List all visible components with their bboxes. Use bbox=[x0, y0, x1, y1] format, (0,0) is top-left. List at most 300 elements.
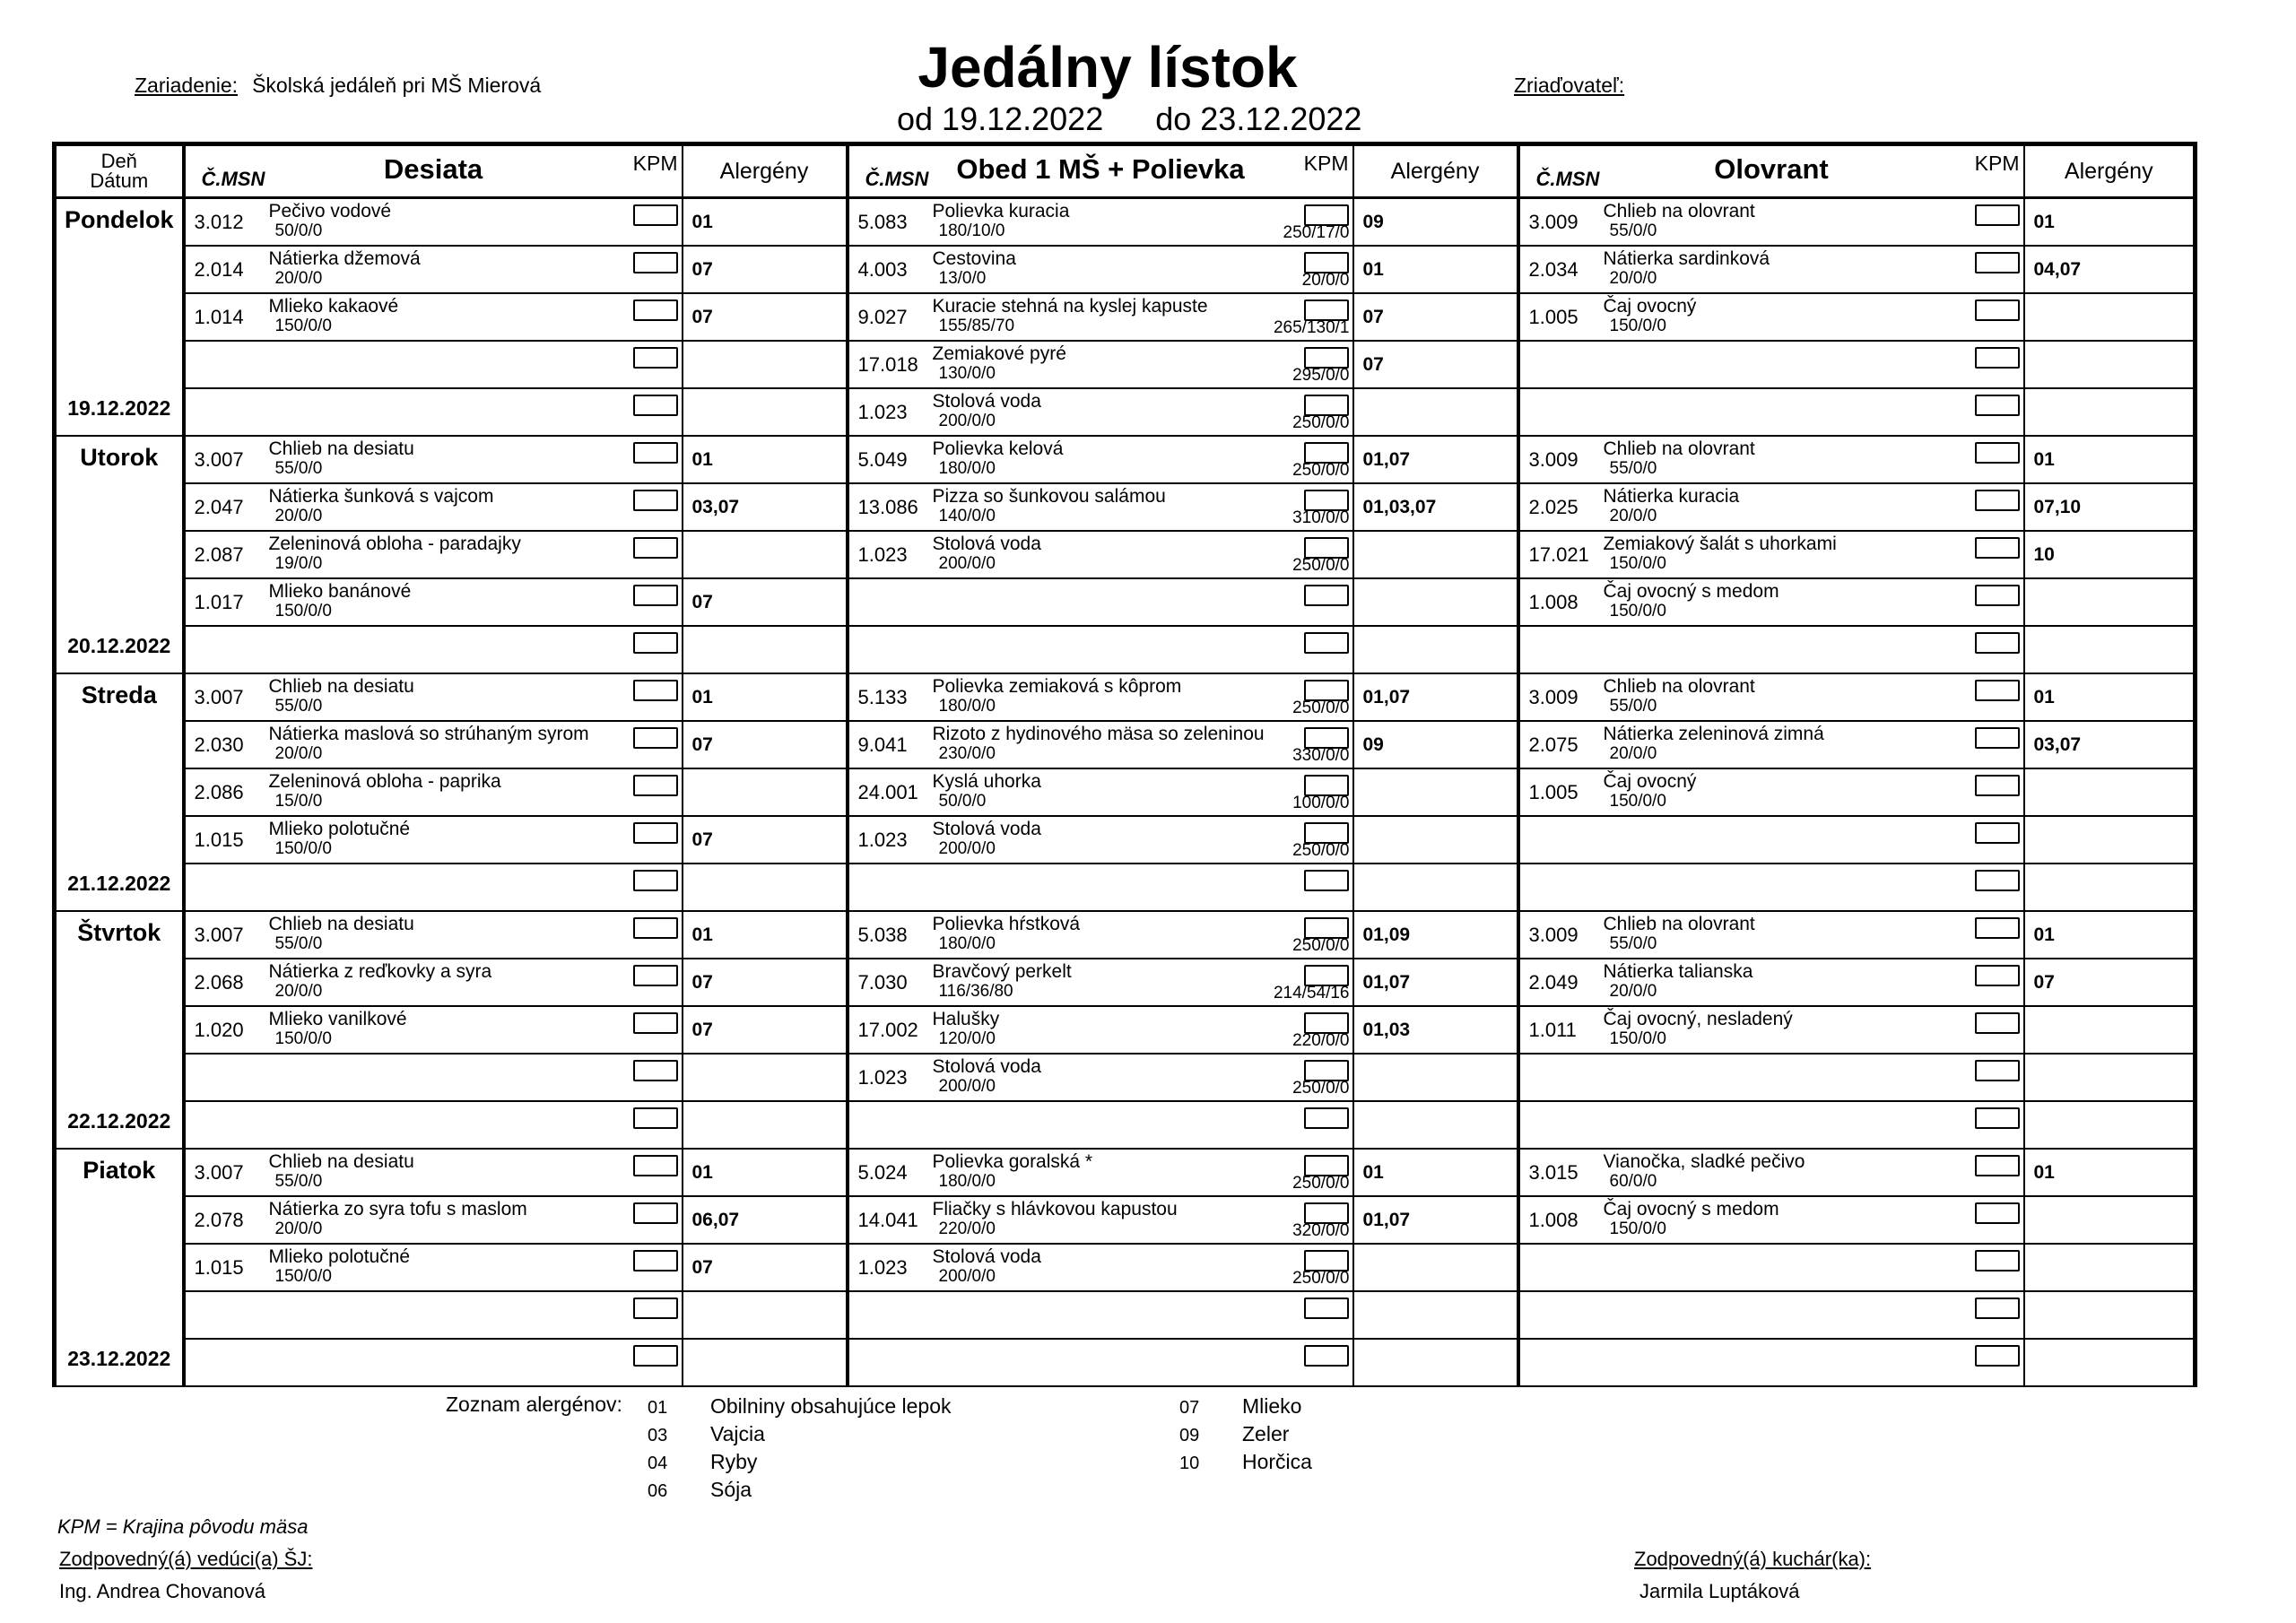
item-portion-adult: 250/0/0 bbox=[1292, 413, 1350, 432]
kpm-checkbox[interactable] bbox=[633, 775, 678, 796]
lunch-allergens-cell bbox=[1353, 864, 1518, 911]
menu-row bbox=[55, 293, 2196, 341]
snack-item-cell bbox=[184, 293, 683, 341]
item-code: 1.015 bbox=[194, 1256, 244, 1279]
kpm-checkbox[interactable] bbox=[633, 727, 678, 749]
item-portion: 20/0/0 bbox=[274, 269, 323, 288]
item-portion: 60/0/0 bbox=[1609, 1172, 1657, 1191]
item-name: Mlieko banánové bbox=[268, 581, 412, 602]
snack-allergens-cell: 07 bbox=[683, 816, 848, 864]
snack-allergens-cell bbox=[683, 1101, 848, 1149]
kpm-checkbox[interactable] bbox=[633, 822, 678, 844]
allergen-code: 03 bbox=[648, 1426, 668, 1445]
item-code: 9.041 bbox=[857, 733, 908, 756]
snack-allergens-cell: 01 bbox=[683, 198, 848, 247]
kpm-checkbox[interactable] bbox=[633, 1202, 678, 1224]
item-portion-adult: 250/0/0 bbox=[1292, 936, 1350, 955]
item-code: 5.024 bbox=[857, 1161, 908, 1184]
item-portion: 155/85/70 bbox=[938, 317, 1015, 335]
menu-row bbox=[55, 816, 2196, 864]
snack-item-cell bbox=[184, 246, 683, 293]
snack-item-cell bbox=[184, 531, 683, 578]
item-name: Zeleninová obloha - paradajky bbox=[268, 534, 521, 554]
afternoon-allergens-cell bbox=[2024, 1101, 2196, 1149]
kpm-checkbox[interactable] bbox=[1304, 870, 1349, 891]
snack-allergens-cell bbox=[683, 1339, 848, 1386]
kpm-checkbox[interactable] bbox=[1304, 775, 1349, 796]
item-portion: 20/0/0 bbox=[274, 507, 323, 525]
afternoon-item-cell bbox=[1518, 673, 2024, 721]
allergen-code: 10 bbox=[1179, 1454, 1200, 1473]
item-name: Nátierka sardinková bbox=[1603, 248, 1770, 269]
item-code: 3.015 bbox=[1528, 1161, 1578, 1184]
msn-header: Č.MSN bbox=[1535, 168, 1600, 190]
item-name: Zemiakové pyré bbox=[932, 343, 1066, 364]
afternoon-allergens-cell: 07 bbox=[2024, 959, 2196, 1006]
menu-row bbox=[55, 388, 2196, 436]
item-code: 2.014 bbox=[194, 258, 244, 281]
kpm-checkbox[interactable] bbox=[1975, 680, 2020, 701]
afternoon-allergens-cell: 01 bbox=[2024, 911, 2196, 959]
item-portion-adult: 250/0/0 bbox=[1292, 556, 1350, 575]
item-portion: 20/0/0 bbox=[1609, 744, 1657, 763]
page-title: Jedálny lístok bbox=[918, 35, 1298, 100]
item-code: 3.009 bbox=[1528, 924, 1578, 946]
allergen-item bbox=[648, 1450, 757, 1474]
day-date-header bbox=[55, 144, 184, 198]
item-name: Čaj ovocný s medom bbox=[1603, 1199, 1779, 1219]
menu-row bbox=[55, 1006, 2196, 1054]
kpm-checkbox[interactable] bbox=[1304, 585, 1349, 606]
kpm-checkbox[interactable] bbox=[633, 299, 678, 321]
item-portion: 13/0/0 bbox=[938, 269, 987, 288]
item-code: 1.023 bbox=[857, 1066, 908, 1089]
item-code: 2.075 bbox=[1528, 733, 1578, 756]
day-name: Streda bbox=[81, 681, 157, 708]
lunch-allergens-cell: 01,07 bbox=[1353, 673, 1518, 721]
manager-label: Zodpovedný(á) vedúci(a) ŠJ: bbox=[59, 1548, 313, 1570]
kpm-checkbox[interactable] bbox=[633, 252, 678, 273]
kpm-checkbox[interactable] bbox=[633, 965, 678, 986]
item-code: 2.034 bbox=[1528, 258, 1578, 281]
founder-label: Zriaďovateľ: bbox=[1514, 74, 1625, 97]
item-portion: 150/0/0 bbox=[1609, 1219, 1666, 1238]
snack-allergens-cell: 07 bbox=[683, 578, 848, 626]
kpm-checkbox[interactable] bbox=[633, 442, 678, 464]
manager-name: Ing. Andrea Chovanová bbox=[59, 1580, 265, 1602]
menu-row bbox=[55, 341, 2196, 388]
item-name: Čaj ovocný, nesladený bbox=[1603, 1009, 1793, 1029]
day-date: 19.12.2022 bbox=[67, 396, 171, 420]
afternoon-allergens-cell bbox=[2024, 1006, 2196, 1054]
kpm-checkbox[interactable] bbox=[1304, 1060, 1349, 1081]
afternoon-allergens-cell bbox=[2024, 626, 2196, 673]
kpm-checkbox[interactable] bbox=[1975, 537, 2020, 559]
kpm-checkbox[interactable] bbox=[1304, 490, 1349, 511]
afternoon-allergens-cell: 04,07 bbox=[2024, 246, 2196, 293]
kpm-checkbox[interactable] bbox=[1304, 204, 1349, 226]
kpm-checkbox[interactable] bbox=[633, 490, 678, 511]
item-code: 17.002 bbox=[857, 1019, 918, 1041]
afternoon-allergens-cell bbox=[2024, 768, 2196, 816]
item-name: Mlieko polotučné bbox=[268, 1246, 411, 1267]
item-code: 3.007 bbox=[194, 924, 244, 946]
kpm-checkbox[interactable] bbox=[1975, 1060, 2020, 1081]
item-portion: 116/36/80 bbox=[938, 982, 1013, 1001]
kpm-checkbox[interactable] bbox=[1304, 395, 1349, 416]
afternoon-item-cell bbox=[1518, 293, 2024, 341]
item-name: Zeleninová obloha - paprika bbox=[268, 771, 501, 792]
lunch-item-cell bbox=[848, 388, 1353, 436]
item-code: 1.023 bbox=[857, 401, 908, 423]
kpm-checkbox[interactable] bbox=[1975, 965, 2020, 986]
item-name: Polievka kelová bbox=[932, 438, 1064, 459]
snack-item-cell bbox=[184, 483, 683, 531]
lunch-item-cell bbox=[848, 1101, 1353, 1149]
snack-item-cell bbox=[184, 1101, 683, 1149]
snack-allergens-cell bbox=[683, 864, 848, 911]
item-code: 9.027 bbox=[857, 306, 908, 328]
snack-header bbox=[184, 144, 683, 198]
kpm-checkbox[interactable] bbox=[1975, 252, 2020, 273]
lunch-allergens-cell: 01,03 bbox=[1353, 1006, 1518, 1054]
item-portion: 130/0/0 bbox=[938, 364, 996, 383]
snack-allergens-cell bbox=[683, 1291, 848, 1339]
menu-row bbox=[55, 578, 2196, 626]
snack-allergens-cell bbox=[683, 768, 848, 816]
snack-allergens-cell: 07 bbox=[683, 293, 848, 341]
afternoon-allergens-cell bbox=[2024, 1054, 2196, 1101]
afternoon-item-cell bbox=[1518, 626, 2024, 673]
afternoon-allergens-cell: 01 bbox=[2024, 436, 2196, 483]
day-header-label: Deň bbox=[100, 150, 137, 172]
kpm-checkbox[interactable] bbox=[1975, 1155, 2020, 1176]
item-code: 2.047 bbox=[194, 496, 244, 518]
item-name: Mlieko polotučné bbox=[268, 819, 411, 839]
afternoon-allergens-cell bbox=[2024, 341, 2196, 388]
afternoon-item-cell bbox=[1518, 483, 2024, 531]
afternoon-allergens-cell bbox=[2024, 1339, 2196, 1386]
item-code: 3.007 bbox=[194, 1161, 244, 1184]
kpm-checkbox[interactable] bbox=[1304, 1107, 1349, 1129]
allergen-name: Mlieko bbox=[1242, 1394, 1302, 1418]
lunch-item-cell bbox=[848, 483, 1353, 531]
snack-item-cell bbox=[184, 1006, 683, 1054]
afternoon-item-cell bbox=[1518, 1291, 2024, 1339]
snack-allergens-cell bbox=[683, 388, 848, 436]
kpm-checkbox[interactable] bbox=[633, 632, 678, 654]
facility-value: Školská jedáleň pri MŠ Mierová bbox=[252, 74, 542, 97]
kpm-checkbox[interactable] bbox=[1304, 299, 1349, 321]
item-portion: 55/0/0 bbox=[1609, 459, 1657, 478]
menu-row bbox=[55, 1101, 2196, 1149]
kpm-checkbox[interactable] bbox=[1304, 727, 1349, 749]
item-portion: 230/0/0 bbox=[938, 744, 996, 763]
item-name: Pečivo vodové bbox=[268, 201, 392, 221]
lunch-item-cell bbox=[848, 768, 1353, 816]
item-portion: 19/0/0 bbox=[274, 554, 323, 573]
kpm-note: KPM = Krajina pôvodu mäsa bbox=[57, 1515, 309, 1538]
kpm-checkbox[interactable] bbox=[1304, 1202, 1349, 1224]
kpm-checkbox[interactable] bbox=[1304, 680, 1349, 701]
day-date: 22.12.2022 bbox=[67, 1109, 171, 1133]
item-portion-adult: 250/0/0 bbox=[1292, 699, 1350, 717]
item-name: Chlieb na desiatu bbox=[268, 438, 414, 459]
lunch-item-cell bbox=[848, 1291, 1353, 1339]
day-cell bbox=[55, 198, 184, 437]
kpm-checkbox[interactable] bbox=[1975, 204, 2020, 226]
kpm-checkbox[interactable] bbox=[1975, 1107, 2020, 1129]
item-code: 2.030 bbox=[194, 733, 244, 756]
kpm-checkbox[interactable] bbox=[1975, 442, 2020, 464]
allergen-code: 06 bbox=[648, 1481, 668, 1501]
item-code: 2.025 bbox=[1528, 496, 1578, 518]
kpm-checkbox[interactable] bbox=[633, 680, 678, 701]
item-name: Polievka kuracia bbox=[932, 201, 1070, 221]
snack-item-cell bbox=[184, 721, 683, 768]
lunch-item-cell bbox=[848, 626, 1353, 673]
day-name: Utorok bbox=[80, 444, 159, 471]
snack-item-cell bbox=[184, 768, 683, 816]
kpm-checkbox[interactable] bbox=[1975, 870, 2020, 891]
item-name: Polievka goralská * bbox=[932, 1151, 1093, 1172]
lunch-allergens-cell bbox=[1353, 626, 1518, 673]
lunch-header bbox=[848, 144, 1353, 198]
lunch-item-cell bbox=[848, 721, 1353, 768]
item-code: 24.001 bbox=[857, 781, 918, 803]
afternoon-allergens-cell bbox=[2024, 1196, 2196, 1244]
kpm-checkbox[interactable] bbox=[1304, 1298, 1349, 1319]
item-name: Nátierka kuracia bbox=[1603, 486, 1740, 507]
item-portion: 55/0/0 bbox=[274, 697, 323, 716]
menu-row bbox=[55, 246, 2196, 293]
kpm-checkbox[interactable] bbox=[633, 1345, 678, 1367]
allergen-name: Zeler bbox=[1242, 1422, 1290, 1445]
kpm-checkbox[interactable] bbox=[633, 917, 678, 939]
item-code: 3.012 bbox=[194, 211, 244, 233]
item-name: Rizoto z hydinového mäsa so zeleninou bbox=[932, 724, 1265, 744]
allergen-code: 07 bbox=[1179, 1398, 1200, 1418]
lunch-allergens-cell bbox=[1353, 531, 1518, 578]
kpm-checkbox[interactable] bbox=[633, 585, 678, 606]
afternoon-allergens-cell: 07,10 bbox=[2024, 483, 2196, 531]
lunch-allergens-cell: 09 bbox=[1353, 721, 1518, 768]
afternoon-header bbox=[1518, 144, 2024, 198]
allergen-name: Sója bbox=[710, 1478, 752, 1501]
item-name: Vianočka, sladké pečivo bbox=[1603, 1151, 1805, 1172]
kpm-checkbox[interactable] bbox=[1304, 917, 1349, 939]
menu-row bbox=[55, 721, 2196, 768]
kpm-checkbox[interactable] bbox=[1975, 585, 2020, 606]
item-portion: 150/0/0 bbox=[1609, 602, 1666, 621]
snack-item-cell bbox=[184, 816, 683, 864]
lunch-item-cell bbox=[848, 911, 1353, 959]
item-portion-adult: 20/0/0 bbox=[1301, 271, 1350, 290]
snack-item-cell bbox=[184, 626, 683, 673]
afternoon-allergens-cell: 01 bbox=[2024, 198, 2196, 247]
item-code: 1.005 bbox=[1528, 306, 1578, 328]
allergen-name: Obilniny obsahujúce lepok bbox=[710, 1394, 952, 1418]
snack-allergens-cell: 01 bbox=[683, 436, 848, 483]
kpm-checkbox[interactable] bbox=[1975, 632, 2020, 654]
item-code: 5.038 bbox=[857, 924, 908, 946]
item-name: Pizza so šunkovou salámou bbox=[932, 486, 1166, 507]
kpm-checkbox[interactable] bbox=[1975, 917, 2020, 939]
item-code: 1.005 bbox=[1528, 781, 1578, 803]
kpm-checkbox[interactable] bbox=[1304, 442, 1349, 464]
snack-item-cell bbox=[184, 673, 683, 721]
allergen-item bbox=[648, 1394, 952, 1419]
item-portion: 200/0/0 bbox=[938, 1267, 996, 1286]
item-name: Chlieb na desiatu bbox=[268, 676, 414, 697]
item-name: Nátierka zo syra tofu s maslom bbox=[268, 1199, 527, 1219]
kpm-checkbox[interactable] bbox=[1975, 395, 2020, 416]
item-portion-adult: 310/0/0 bbox=[1292, 508, 1350, 527]
item-code: 5.133 bbox=[857, 686, 908, 708]
allergen-name: Ryby bbox=[710, 1450, 758, 1473]
snack-item-cell bbox=[184, 1196, 683, 1244]
kpm-checkbox[interactable] bbox=[633, 1298, 678, 1319]
day-date: 23.12.2022 bbox=[67, 1347, 171, 1370]
allergen-item bbox=[1179, 1394, 1301, 1419]
lunch-allergens-cell bbox=[1353, 768, 1518, 816]
kpm-checkbox[interactable] bbox=[633, 395, 678, 416]
afternoon-allergens-cell bbox=[2024, 293, 2196, 341]
afternoon-item-cell bbox=[1518, 1196, 2024, 1244]
lunch-allergens-cell bbox=[1353, 1339, 1518, 1386]
kpm-checkbox[interactable] bbox=[1304, 1155, 1349, 1176]
kpm-checkbox[interactable] bbox=[1304, 252, 1349, 273]
afternoon-item-cell bbox=[1518, 1054, 2024, 1101]
day-cell bbox=[55, 1149, 184, 1386]
kpm-checkbox[interactable] bbox=[1975, 490, 2020, 511]
snack-item-cell bbox=[184, 436, 683, 483]
lunch-allergens-cell: 01,07 bbox=[1353, 436, 1518, 483]
item-portion: 150/0/0 bbox=[1609, 792, 1666, 811]
item-portion: 55/0/0 bbox=[1609, 221, 1657, 240]
lunch-item-cell bbox=[848, 959, 1353, 1006]
day-name: Pondelok bbox=[64, 206, 174, 233]
kpm-checkbox[interactable] bbox=[1304, 1250, 1349, 1271]
kpm-checkbox[interactable] bbox=[1304, 347, 1349, 369]
lunch-allergens-cell: 07 bbox=[1353, 341, 1518, 388]
kpm-checkbox[interactable] bbox=[1975, 1298, 2020, 1319]
kpm-checkbox[interactable] bbox=[1304, 1345, 1349, 1367]
kpm-checkbox[interactable] bbox=[1975, 1345, 2020, 1367]
kpm-checkbox[interactable] bbox=[633, 1155, 678, 1176]
menu-row bbox=[55, 1339, 2196, 1386]
day-cell bbox=[55, 911, 184, 1149]
afternoon-item-cell bbox=[1518, 959, 2024, 1006]
kpm-checkbox[interactable] bbox=[1975, 775, 2020, 796]
lunch-item-cell bbox=[848, 1244, 1353, 1291]
kpm-checkbox[interactable] bbox=[633, 1250, 678, 1271]
day-cell bbox=[55, 436, 184, 673]
item-portion: 150/0/0 bbox=[274, 1267, 332, 1286]
allergen-code: 01 bbox=[648, 1398, 668, 1418]
lunch-allergens-cell bbox=[1353, 816, 1518, 864]
item-name: Zemiakový šalát s uhorkami bbox=[1603, 534, 1837, 554]
kpm-checkbox[interactable] bbox=[633, 204, 678, 226]
kpm-checkbox[interactable] bbox=[633, 347, 678, 369]
item-code: 13.086 bbox=[857, 496, 918, 518]
item-portion-adult: 100/0/0 bbox=[1292, 794, 1350, 812]
kpm-checkbox[interactable] bbox=[1304, 965, 1349, 986]
item-portion-adult: 250/17/0 bbox=[1283, 223, 1350, 242]
item-code: 3.007 bbox=[194, 448, 244, 471]
kpm-checkbox[interactable] bbox=[1975, 1202, 2020, 1224]
item-portion: 150/0/0 bbox=[274, 602, 332, 621]
kpm-checkbox[interactable] bbox=[1304, 537, 1349, 559]
kpm-checkbox[interactable] bbox=[633, 1060, 678, 1081]
kpm-checkbox[interactable] bbox=[633, 1012, 678, 1034]
afternoon-item-cell bbox=[1518, 1101, 2024, 1149]
snack-allergens-cell: 01 bbox=[683, 911, 848, 959]
item-name: Chlieb na desiatu bbox=[268, 1151, 414, 1172]
menu-row bbox=[55, 483, 2196, 531]
snack-item-cell bbox=[184, 1291, 683, 1339]
lunch-allergens-cell: 07 bbox=[1353, 293, 1518, 341]
afternoon-allergens-cell bbox=[2024, 816, 2196, 864]
afternoon-item-cell bbox=[1518, 768, 2024, 816]
kpm-checkbox[interactable] bbox=[1975, 299, 2020, 321]
menu-row bbox=[55, 436, 2196, 483]
kpm-checkbox[interactable] bbox=[1975, 1012, 2020, 1034]
lunch-allergens-cell: 01,07 bbox=[1353, 959, 1518, 1006]
item-code: 1.020 bbox=[194, 1019, 244, 1041]
item-code: 3.009 bbox=[1528, 448, 1578, 471]
kpm-checkbox[interactable] bbox=[1975, 727, 2020, 749]
lunch-allergens-cell: 01,09 bbox=[1353, 911, 1518, 959]
kpm-checkbox[interactable] bbox=[633, 870, 678, 891]
menu-row bbox=[55, 531, 2196, 578]
item-portion: 150/0/0 bbox=[1609, 554, 1666, 573]
item-portion-adult: 330/0/0 bbox=[1292, 746, 1350, 765]
item-portion: 20/0/0 bbox=[274, 744, 323, 763]
kpm-checkbox[interactable] bbox=[1304, 632, 1349, 654]
kpm-checkbox[interactable] bbox=[1975, 822, 2020, 844]
item-code: 1.023 bbox=[857, 1256, 908, 1279]
item-portion: 150/0/0 bbox=[1609, 317, 1666, 335]
item-portion: 150/0/0 bbox=[1609, 1029, 1666, 1048]
item-code: 17.021 bbox=[1528, 543, 1589, 566]
lunch-allergens-cell: 01,07 bbox=[1353, 1196, 1518, 1244]
afternoon-item-cell bbox=[1518, 246, 2024, 293]
afternoon-item-cell bbox=[1518, 816, 2024, 864]
day-cell bbox=[55, 673, 184, 911]
kpm-checkbox[interactable] bbox=[1975, 347, 2020, 369]
msn-header: Č.MSN bbox=[865, 168, 929, 190]
kpm-checkbox[interactable] bbox=[1304, 822, 1349, 844]
day-date: 20.12.2022 bbox=[67, 634, 171, 657]
item-portion: 200/0/0 bbox=[938, 554, 996, 573]
item-portion-adult: 295/0/0 bbox=[1292, 366, 1350, 385]
snack-allergens-header: Alergény bbox=[683, 144, 848, 198]
item-code: 3.009 bbox=[1528, 686, 1578, 708]
item-portion-adult: 250/0/0 bbox=[1292, 1269, 1350, 1288]
lunch-allergens-cell: 01 bbox=[1353, 246, 1518, 293]
kpm-checkbox[interactable] bbox=[633, 537, 678, 559]
kpm-checkbox[interactable] bbox=[1975, 1250, 2020, 1271]
menu-row bbox=[55, 673, 2196, 721]
afternoon-allergens-cell bbox=[2024, 1244, 2196, 1291]
kpm-checkbox[interactable] bbox=[633, 1107, 678, 1129]
afternoon-item-cell bbox=[1518, 721, 2024, 768]
kpm-checkbox[interactable] bbox=[1304, 1012, 1349, 1034]
afternoon-item-cell bbox=[1518, 1006, 2024, 1054]
item-portion-adult: 250/0/0 bbox=[1292, 1174, 1350, 1193]
item-name: Kuracie stehná na kyslej kapuste bbox=[932, 296, 1208, 317]
